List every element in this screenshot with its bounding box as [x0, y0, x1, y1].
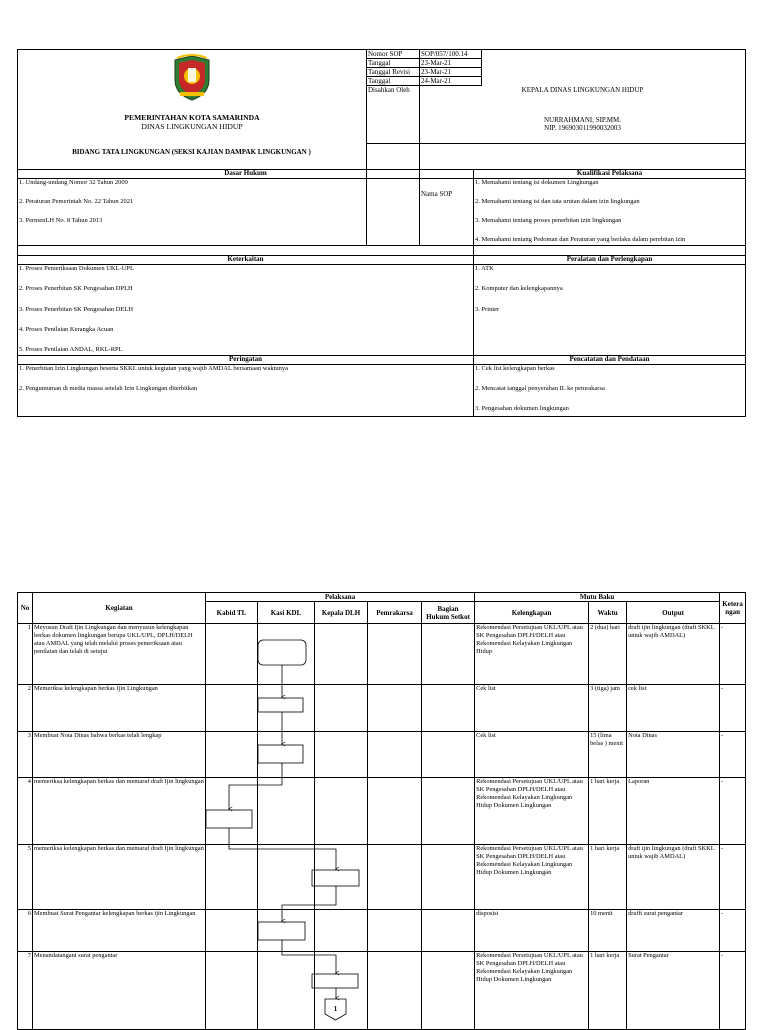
row-waktu: 10 menit — [589, 910, 627, 952]
row-waktu: 1 hari kerja — [589, 845, 627, 910]
lane-bagian-hukum — [422, 910, 475, 952]
list-item: 4. Memahami tentang Pedoman dan Peraturan yang berlaku dalam perebitan izin — [475, 236, 686, 243]
row-waktu: 15 (lima belas ) menit — [589, 732, 627, 778]
list-item: 2. Komputer dan kelengkapannya — [475, 285, 563, 292]
sop-number: SOP/057/100.14 — [420, 50, 482, 59]
department-name: DINAS LINGKUNGAN HIDUP — [141, 122, 243, 131]
flow-connector-label: 1 — [333, 1005, 338, 1013]
row-kegiatan: Membuat Nota Dinas bahwa berkas telah lengkap — [33, 732, 206, 778]
kualifikasi-list — [474, 179, 746, 256]
table-row — [18, 910, 746, 952]
lane-kasi-kdl — [258, 952, 315, 1030]
row-keterangan: - — [720, 624, 746, 685]
list-item: 3. Proses Penerbitan SK Pengesahan DELH — [19, 306, 134, 313]
lane-kepala-dlh — [315, 778, 368, 845]
row-kegiatan: memeriksa kelengkapan berkas dan memaraf draft Ijin lingkungan — [33, 845, 206, 910]
col-pemrakarsa: Pemrakarsa — [368, 602, 422, 624]
lane-kepala-dlh — [315, 910, 368, 952]
row-number: 2 — [18, 685, 33, 732]
meta-label: Tanggal — [367, 59, 419, 68]
samarinda-city-logo — [171, 54, 213, 102]
table-row — [18, 685, 746, 732]
lane-kepala-dlh — [315, 845, 368, 910]
lane-bagian-hukum — [422, 952, 475, 1030]
col-no: No — [18, 593, 33, 624]
table-row — [18, 952, 746, 1030]
lane-kepala-dlh — [315, 732, 368, 778]
lane-kepala-dlh — [315, 685, 368, 732]
col-waktu: Waktu — [589, 602, 627, 624]
list-item: 1. ATK — [475, 265, 494, 272]
meta-values — [420, 50, 746, 144]
meta-label: Tanggal — [367, 77, 419, 86]
col-keterangan-line2: ngan — [725, 608, 740, 616]
list-item: 3. PermenLH No. 8 Tahun 2013 — [19, 217, 103, 224]
list-item: 5. Proses Penilaian ANDAL, RKL-RPL — [19, 346, 123, 353]
row-number: 3 — [18, 732, 33, 778]
row-number: 7 — [18, 952, 33, 1030]
list-item: 3. Memahami tentang proses penerbitan izin lingkungan — [475, 217, 622, 224]
sop-date: 23-Mar-21 — [420, 59, 482, 68]
list-item: 2. Pengumuman di media massa setelah Izin Lingkungan diterbitkan — [19, 385, 198, 392]
row-kegiatan: memeriksa kelengkapan berkas dan memaraf draft Ijin lingkungan — [33, 778, 206, 845]
lane-kasi-kdl — [258, 685, 315, 732]
row-number: 1 — [18, 624, 33, 685]
peralatan-list — [474, 265, 746, 356]
lane-kasi-kdl — [258, 910, 315, 952]
kualifikasi-title: Kualifikasi Pelaksana — [474, 170, 746, 179]
lane-kepala-dlh — [315, 624, 368, 685]
meta-label: Nomor SOP — [367, 50, 419, 59]
lane-kasi-kdl — [258, 732, 315, 778]
procedure-rows — [18, 624, 746, 1030]
list-item: 2. Peraturan Pemerintah No. 22 Tahun 2021 — [19, 198, 134, 205]
table-row — [18, 732, 746, 778]
lane-kabid-tl — [206, 778, 258, 845]
lane-pemrakarsa — [368, 778, 422, 845]
row-waktu: 3 (tiga) jam — [589, 685, 627, 732]
row-output: draft ijin lingkungan (draft SKKL untuk wajib AMDAL) — [627, 845, 720, 910]
approver-title: KEPALA DINAS LINGKUNGAN HIDUP — [521, 86, 644, 94]
lane-bagian-hukum — [422, 624, 475, 685]
list-item: 2. Proses Penerbitan SK Pengesahan DPLH — [19, 285, 133, 292]
lane-pemrakarsa — [368, 624, 422, 685]
dasar-hukum-list — [18, 179, 474, 256]
lane-bagian-hukum — [422, 845, 475, 910]
col-output: Output — [627, 602, 720, 624]
list-item: 1. Cek list kelengkapan berkas — [475, 365, 555, 372]
peringatan-title: Peringatan — [18, 356, 474, 365]
row-output: Laporan — [627, 778, 720, 845]
row-keterangan: - — [720, 910, 746, 952]
row-output: Nota Dinas — [627, 732, 720, 778]
lane-pemrakarsa — [368, 732, 422, 778]
row-waktu: 1 hari kerja — [589, 778, 627, 845]
row-keterangan: - — [720, 732, 746, 778]
row-keterangan: - — [720, 845, 746, 910]
col-kepala-dlh: Kepala DLH — [315, 602, 368, 624]
lane-kabid-tl — [206, 624, 258, 685]
lane-bagian-hukum — [422, 778, 475, 845]
row-kelengkapan: Rekomendasi Persetujuan UKL/UPL atau SK Pengesahan DPLH/DELH atau Rekomendasi Kelayakan Lingkungan Hidup Dokumen Lingkungan — [475, 845, 589, 910]
row-kegiatan: Menandatangani surat pengantar — [33, 952, 206, 1030]
row-kegiatan: Membuat Surat Pengantar kelengkapan berkas ijin Lingkungan — [33, 910, 206, 952]
lane-pemrakarsa — [368, 685, 422, 732]
sop-name-label: Nama SOP — [420, 144, 746, 246]
col-mutu-baku: Mutu Baku — [475, 593, 720, 602]
lane-pemrakarsa — [368, 952, 422, 1030]
approved-by-label: Disahkan Oleh — [368, 86, 410, 94]
row-kegiatan: Memeriksa kelengkapan berkas Ijin Lingkungan — [33, 685, 206, 732]
list-item: 2. Mencatat tanggal penyerahan IL ke pemrakarsa — [475, 385, 605, 392]
dasar-hukum-title: Dasar Hukum — [18, 170, 474, 179]
table-row — [18, 845, 746, 910]
col-bagian-hukum — [422, 602, 475, 624]
sop-sections-table — [17, 169, 746, 417]
procedure-table — [17, 592, 746, 1030]
row-output: drafft surat pengantar — [627, 910, 720, 952]
row-kelengkapan: Cek list — [475, 732, 589, 778]
row-keterangan: - — [720, 952, 746, 1030]
col-kegiatan: Kegiatan — [33, 593, 206, 624]
peralatan-title: Peralatan dan Perlengkapan — [474, 256, 746, 265]
col-pelaksana: Pelaksana — [206, 593, 475, 602]
table-row — [18, 778, 746, 845]
revision-date: 23-Mar-21 — [420, 68, 482, 77]
col-keterangan — [720, 593, 746, 624]
row-kegiatan: Meyusun Draft Ijin Lingkungan dan menyusun kelengkapan berkas dokumen lingkungan berupa UKL/UPL, DPLH/DELH atau AMDAL yang telah melalui proses pemeriksaan atau penilaian dan telah di setujui — [33, 624, 206, 685]
col-bagian-hukum-line2: Hukum Setkot — [426, 612, 470, 621]
organization-name: PEMERINTAHAN KOTA SAMARINDA — [124, 113, 260, 122]
col-kasi-kdl: Kasi KDL — [258, 602, 315, 624]
row-kelengkapan: Rekomendasi Persetujuan UKL/UPL atau SK Pengesahan DPLH/DELH atau Rekomendasi Kelayakan Lingkungan Hidup Dokumen Lingkungan — [475, 952, 589, 1030]
list-item: 1. Memahami tentang isi dokumen Lingkungan — [475, 179, 599, 186]
col-bagian-hukum-line1: Bagian — [437, 604, 459, 613]
row-waktu: 1 hari kerja — [589, 952, 627, 1030]
list-item: 1. Proses Pemeriksaan Dokumen UKL-UPL — [19, 265, 134, 272]
lane-kabid-tl — [206, 732, 258, 778]
row-output: Surat Pengantar — [627, 952, 720, 1030]
lane-kasi-kdl — [258, 624, 315, 685]
row-output: draft ijin lingkungan (draft SKKL untuk wajib AMDAL) — [627, 624, 720, 685]
pencatatan-list — [474, 365, 746, 417]
approver-name: NURRAHMANI, SIP.MM. — [543, 116, 621, 124]
row-kelengkapan: disposisi — [475, 910, 589, 952]
bidang-title: BIDANG TATA LINGKUNGAN (SEKSI KAJIAN DAMPAK LINGKUNGAN ) — [72, 148, 311, 156]
lane-bagian-hukum — [422, 732, 475, 778]
list-item: 1. Undang-undang Nomor 32 Tahun 2009 — [19, 179, 128, 186]
lane-pemrakarsa — [368, 845, 422, 910]
effective-date: 24-Mar-21 — [420, 77, 482, 86]
lane-kasi-kdl — [258, 778, 315, 845]
lane-kabid-tl — [206, 952, 258, 1030]
lane-kasi-kdl — [258, 845, 315, 910]
lane-kabid-tl — [206, 845, 258, 910]
keterkaitan-title: Keterkaitan — [18, 256, 474, 265]
row-waktu: 2 (dua) hari — [589, 624, 627, 685]
row-keterangan: - — [720, 778, 746, 845]
row-number: 4 — [18, 778, 33, 845]
lane-pemrakarsa — [368, 910, 422, 952]
row-kelengkapan: Rekomendasi Persetujuan UKL/UPL atau SK Pengesahan DPLH/DELH atau Rekomendasi Kelayakan Lingkungan Hidup Dokumen Lingkungan — [475, 778, 589, 845]
col-kelengkapan: Kelengkapan — [475, 602, 589, 624]
list-item: 4. Proses Penilaian Kerangka Acuan — [19, 326, 114, 333]
meta-label: Tanggal Revisi — [367, 68, 419, 77]
meta-labels — [367, 50, 420, 144]
row-output: cek list — [627, 685, 720, 732]
list-item: 3. Printer — [475, 306, 500, 313]
table-row — [18, 624, 746, 685]
lane-bagian-hukum — [422, 685, 475, 732]
row-kelengkapan: Cek list — [475, 685, 589, 732]
row-number: 6 — [18, 910, 33, 952]
lane-kepala-dlh — [315, 952, 368, 1030]
peringatan-list — [18, 365, 474, 417]
list-item: 1. Penerbitan Izin Lingkungan beserta SKKL untuk kegiatan yang wajib AMDAL bersamaan waktunya — [19, 365, 289, 372]
col-kabid-tl: Kabid TL — [206, 602, 258, 624]
list-item: 2. Memahami tentang isi dan tata urutan dalam izin lingkungan — [475, 198, 640, 205]
list-item: 3. Pengesahan dokumen lingkungan — [475, 405, 569, 412]
row-number: 5 — [18, 845, 33, 910]
pencatatan-title: Pencatatan dan Pendataan — [474, 356, 746, 365]
row-keterangan: - — [720, 685, 746, 732]
keterkaitan-list — [18, 265, 474, 356]
lane-kabid-tl — [206, 910, 258, 952]
col-keterangan-line1: Ketera — [722, 600, 743, 608]
row-kelengkapan: Rekomendasi Persetujuan UKL/UPL atau SK Pengesahan DPLH/DELH atau Rekomendasi Kelayakan Lingkungan Hidup — [475, 624, 589, 685]
approver-nip: NIP. 196903011990032003 — [544, 124, 621, 133]
lane-kabid-tl — [206, 685, 258, 732]
